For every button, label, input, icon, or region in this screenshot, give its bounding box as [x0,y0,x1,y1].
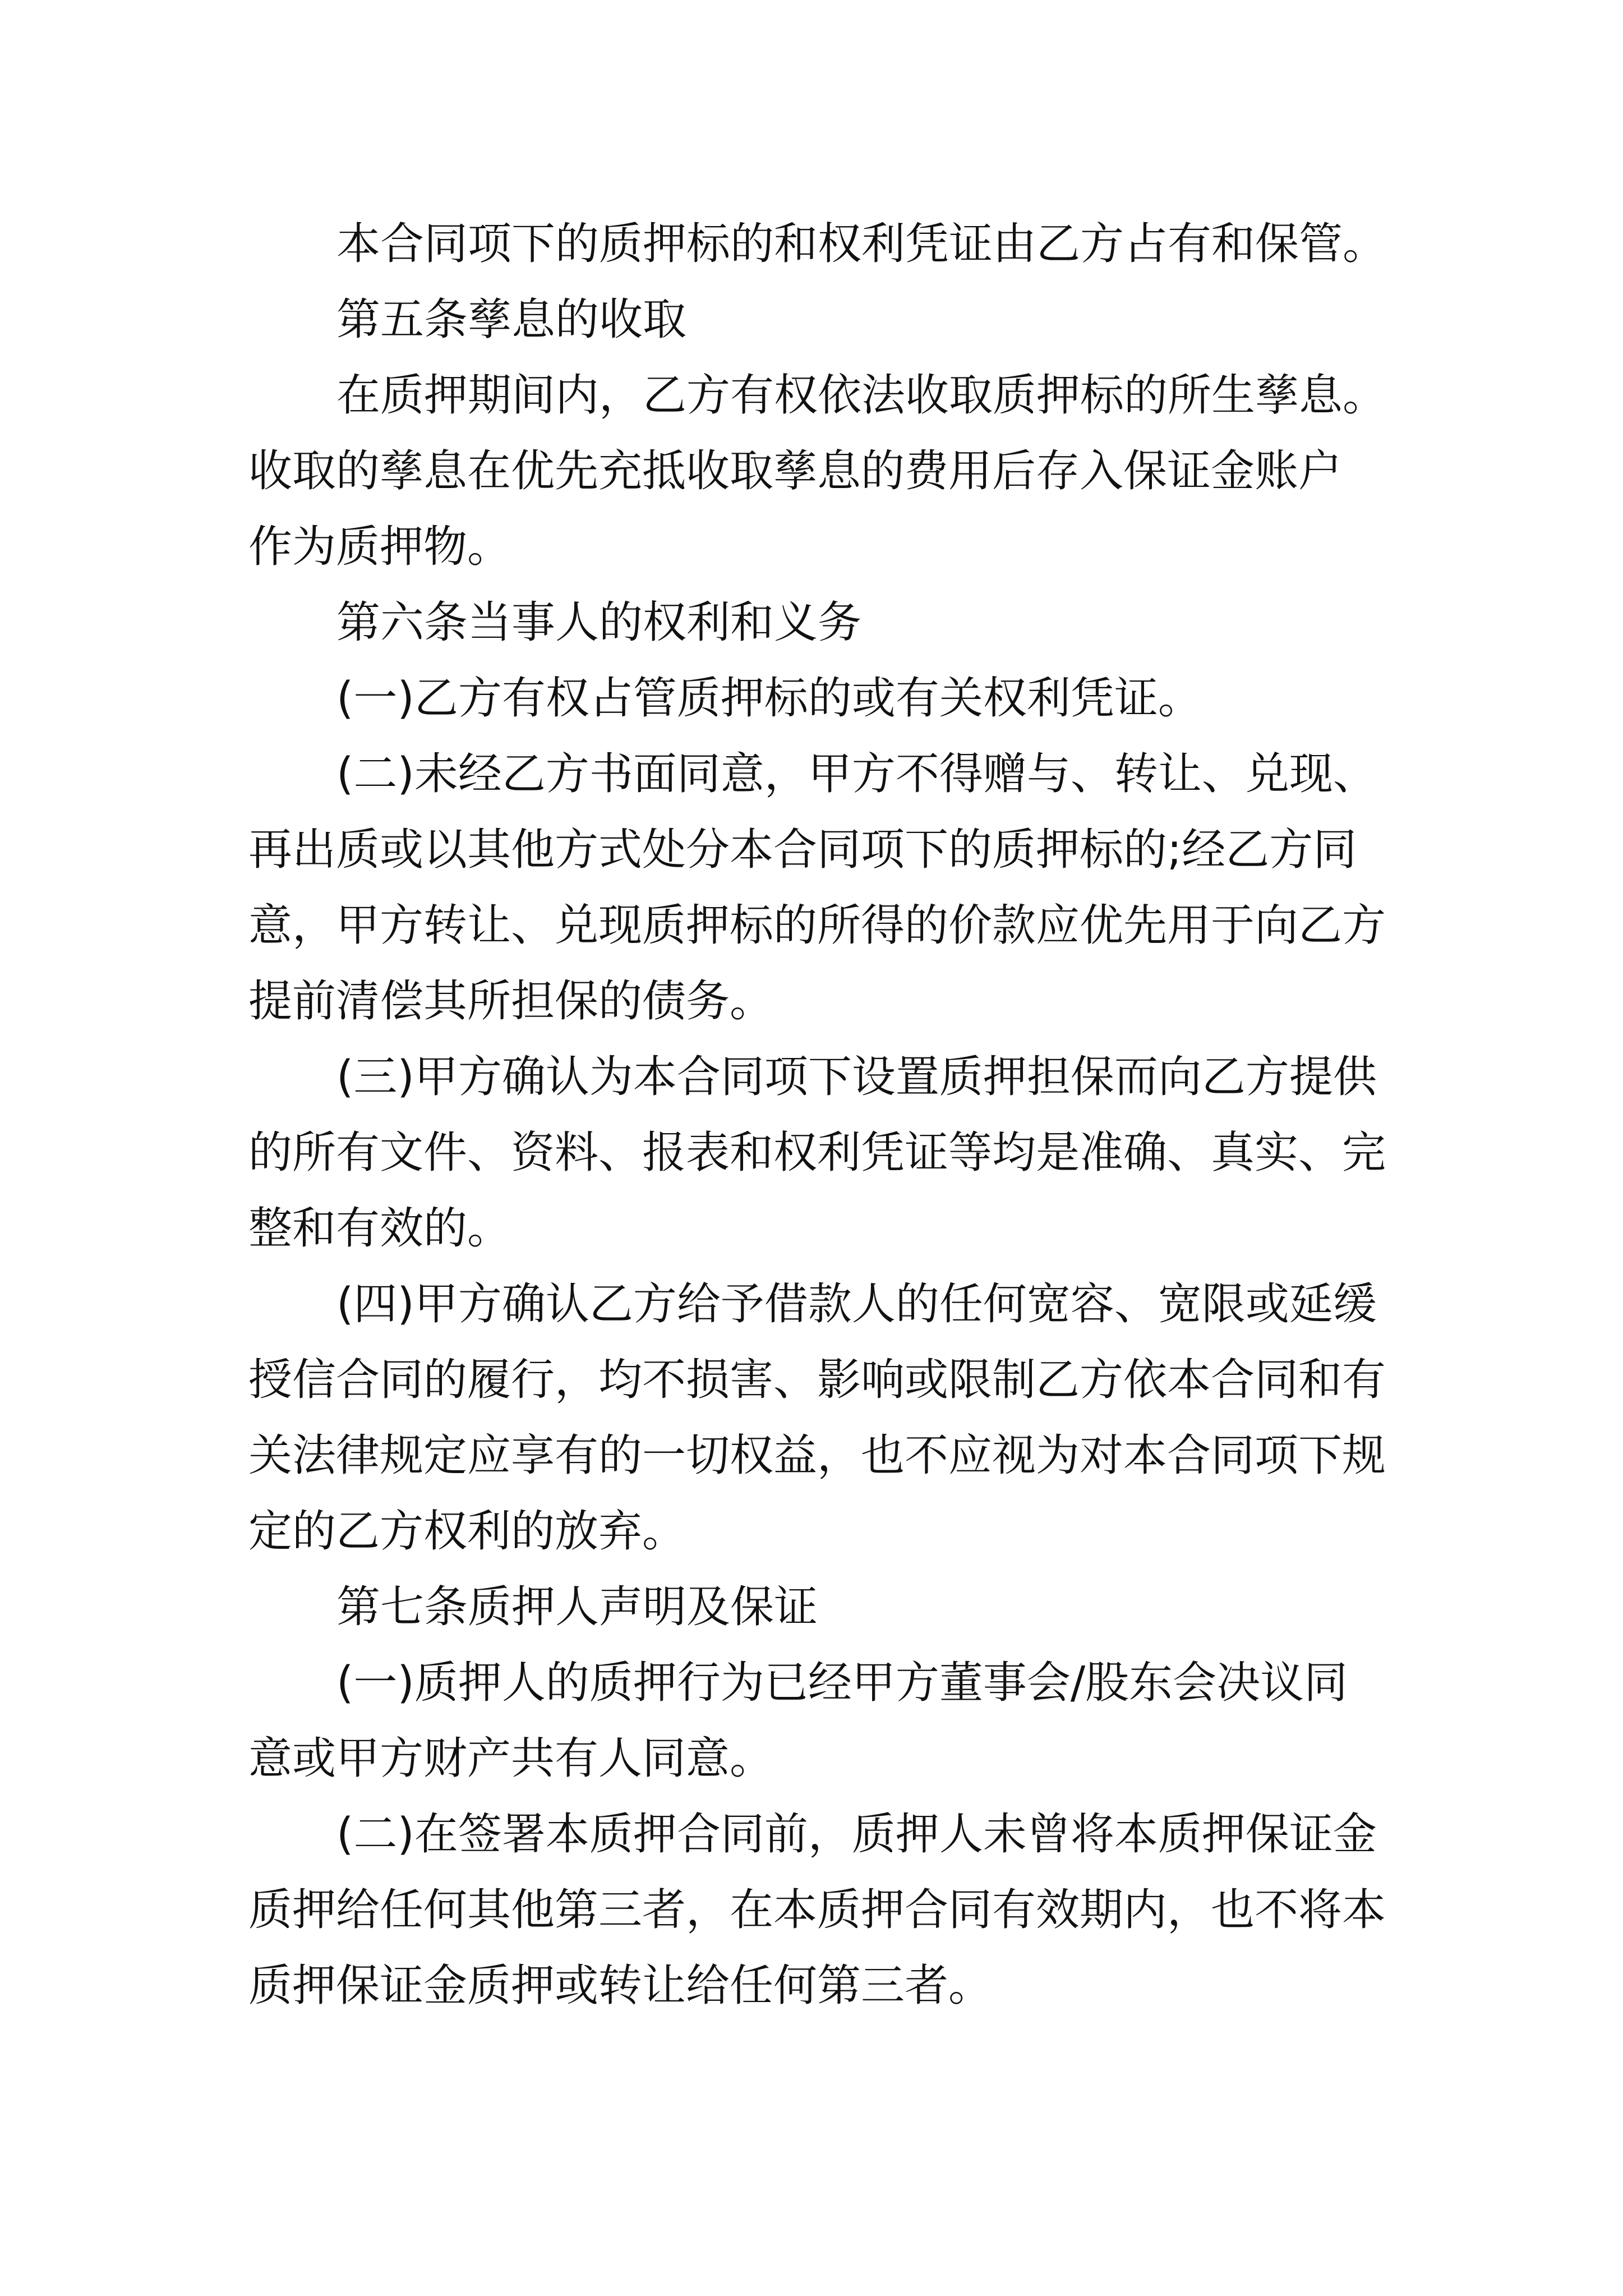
paragraph-line: 整和有效的。 [248,1203,511,1254]
paragraph-line: 再出质或以其他方式处分本合同项下的质押标的;经乙方同 [248,825,1357,875]
paragraph-line: 定的乙方权利的放弃。 [248,1506,686,1557]
paragraph-line: (二)未经乙方书面同意，甲方不得赠与、转让、兑现、 [336,749,1377,799]
paragraph-line: 意，甲方转让、兑现质押标的所得的价款应优先用于向乙方 [248,900,1386,951]
paragraph-line: 本合同项下的质押标的和权利凭证由乙方占有和保管。 [336,219,1387,269]
paragraph-line: 提前清偿其所担保的债务。 [248,976,774,1027]
section-heading-article-5: 第五条孳息的收取 [336,295,687,345]
paragraph-line: 的所有文件、资料、报表和权利凭证等均是准确、真实、完 [248,1128,1386,1178]
section-heading-article-7: 第七条质押人声明及保证 [336,1582,818,1632]
paragraph-line: 作为质押物。 [248,522,511,572]
paragraph-line: (四)甲方确认乙方给予借款人的任何宽容、宽限或延缓 [336,1279,1377,1329]
paragraph-line: (一)乙方有权占管质押标的或有关权利凭证。 [336,673,1202,724]
paragraph-line: 收取的孳息在优先充抵收取孳息的费用后存入保证金账户 [248,446,1343,496]
section-heading-article-6: 第六条当事人的权利和义务 [336,597,862,648]
paragraph-line: 关法律规定应享有的一切权益，也不应视为对本合同项下规 [248,1430,1386,1481]
paragraph-line: 意或甲方财产共有人同意。 [248,1733,774,1784]
paragraph-line: 在质押期间内，乙方有权依法收取质押标的所生孳息。 [336,370,1387,421]
paragraph-line: 授信合同的履行，均不损害、影响或限制乙方依本合同和有 [248,1355,1386,1405]
paragraph-line: 质押保证金质押或转让给任何第三者。 [248,1961,993,2011]
paragraph-line: 质押给任何其他第三者，在本质押合同有效期内，也不将本 [248,1885,1386,1935]
paragraph-line: (三)甲方确认为本合同项下设置质押担保而向乙方提供 [336,1052,1377,1102]
paragraph-line: (一)质押人的质押行为已经甲方董事会/股东会决议同 [336,1658,1348,1708]
paragraph-line: (二)在签署本质押合同前，质押人未曾将本质押保证金 [336,1809,1377,1860]
